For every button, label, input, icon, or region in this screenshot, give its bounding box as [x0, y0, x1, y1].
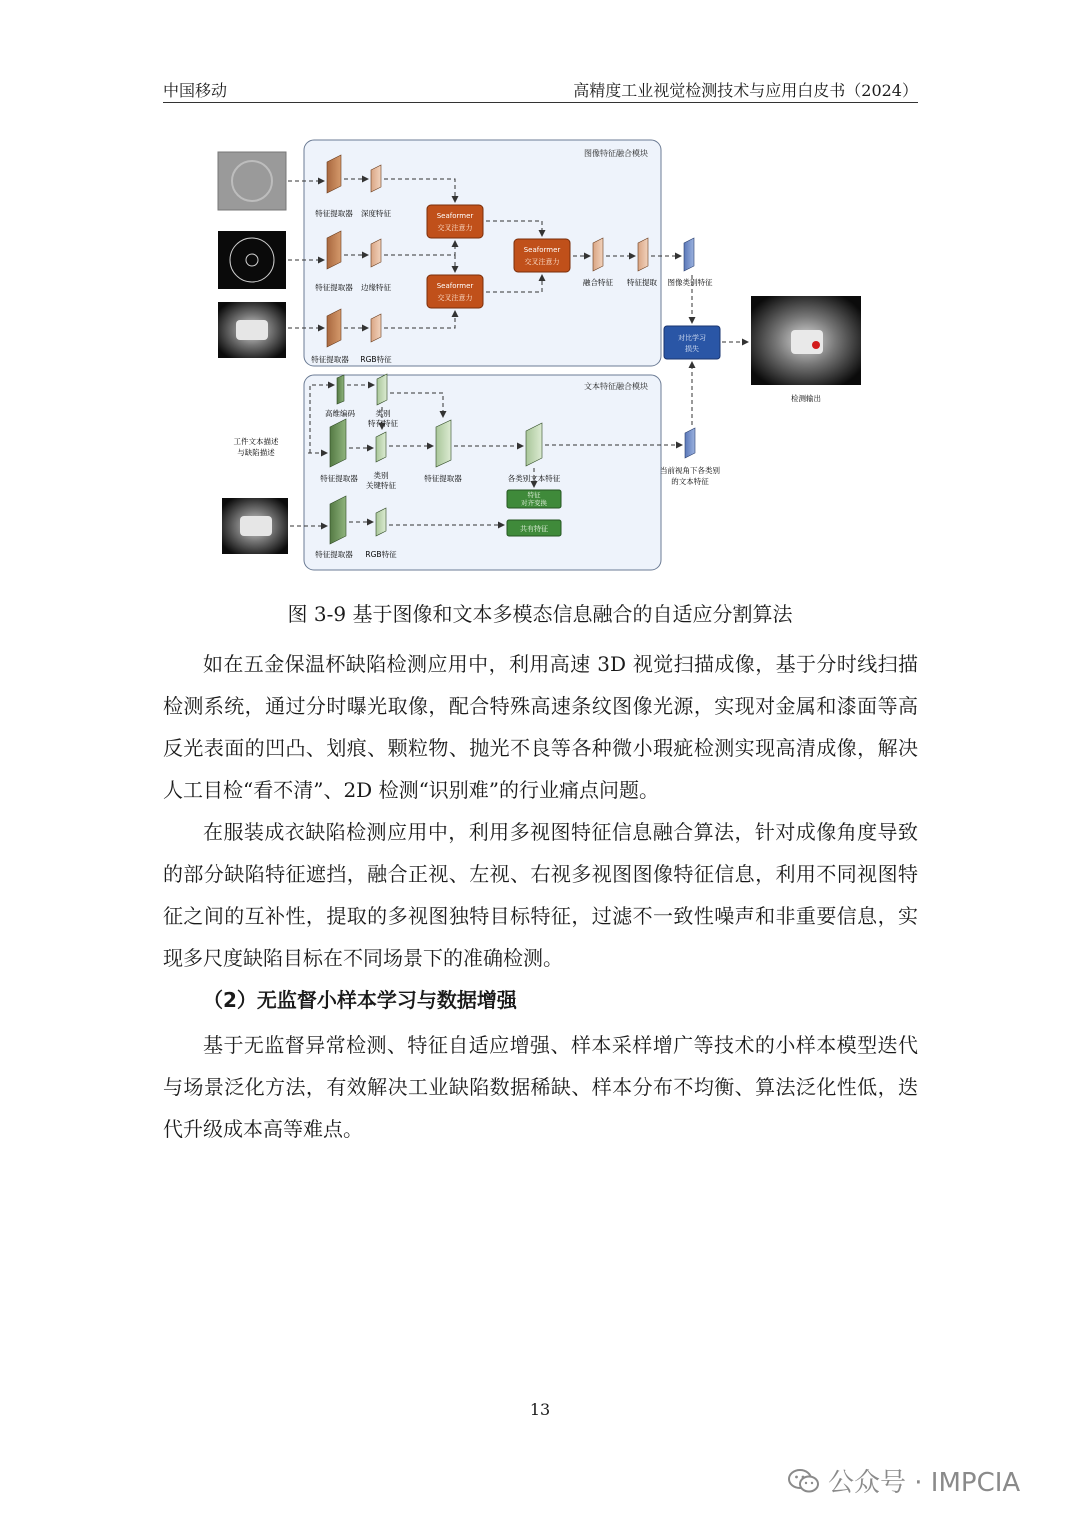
class-specific-block — [377, 374, 387, 405]
depth-feature-block — [371, 165, 381, 192]
label-feat-extractor-1: 特征提取器 — [315, 209, 353, 218]
label-class-specific-1: 类别 — [375, 409, 391, 418]
page-header — [163, 76, 918, 103]
paragraph-2: 在服装成衣缺陷检测应用中，利用多视图特征信息融合算法，针对成像角度导致的部分缺陷特征遮挡，融合正视、左视、右视多视图图像特征信息，利用不同视图特征之间的互补性，提取的多视图独特目标特征，过滤不一致性噪声和非重要信息，实现多尺度缺陷目标在不同场景下的准确检测。 — [163, 820, 918, 970]
section-heading: （2）无监督小样本学习与数据增强 — [203, 988, 517, 1012]
label-feature-extract: 特征提取 — [627, 278, 657, 287]
contrastive-loss-box — [664, 326, 720, 359]
label-text-input-2: 与缺陷描述 — [237, 448, 275, 457]
text-fusion-panel — [304, 375, 661, 570]
label-depth-feature: 深度特征 — [361, 209, 391, 218]
label-feat-extractor-3: 特征提取器 — [311, 355, 349, 364]
label-high-dim-encoding: 高维编码 — [325, 409, 355, 418]
seaformer-sub-3: 交叉注意力 — [524, 258, 560, 266]
label-edge-feature: 边缘特征 — [361, 283, 391, 292]
figure-caption: 图 3-9 基于图像和文本多模态信息融合的自适应分割算法 — [287, 602, 793, 626]
seaformer-title-2: Seaformer — [436, 282, 474, 290]
seaformer-box-1 — [427, 205, 483, 238]
feature-extractor-block-2 — [327, 231, 341, 269]
edge-feature-block — [371, 239, 381, 267]
label-rgb-feature: RGB特征 — [360, 355, 392, 364]
label-current-view-2: 的文本特征 — [671, 477, 709, 486]
seaformer-sub-1: 交叉注意力 — [437, 224, 473, 232]
paragraph-3: 基于无监督异常检测、特征自适应增强、样本采样增广等技术的小样本模型迭代与场景泛化方法，有效解决工业缺陷数据稀缺、样本分布不均衡、算法泛化性低，迭代升级成本高等难点。 — [163, 1033, 918, 1141]
contrastive-line2: 损失 — [685, 345, 699, 353]
label-current-view-1: 当前视角下各类别 — [660, 466, 720, 475]
paragraph-1: 如在五金保温杯缺陷检测应用中，利用高速 3D 视觉扫描成像，基于分时线扫描检测系统，通过分时曝光取像，配合特殊高速条纹图像光源，实现对金属和漆面等高反光表面的凹凸、划痕、颗粒物、抛光不良等各种微小瑕疵检测实现高清成像，解决人工目检“看不清”、2D 检测“识别难”的行业痛点问题。 — [163, 652, 918, 802]
text-feature-extractor-block-2 — [436, 420, 451, 467]
label-text-feat-extractor-2: 特征提取器 — [424, 474, 462, 483]
image-module-title: 图像特征融合模块 — [584, 149, 648, 158]
label-class-text-feature: 各类别文本特征 — [507, 474, 561, 483]
feature-extractor-block-1 — [327, 155, 341, 193]
label-text-input-1: 工件文本描述 — [233, 437, 279, 446]
seaformer-box-3 — [514, 239, 570, 272]
current-view-text-feature-block — [685, 428, 695, 458]
edge-input-image — [218, 231, 286, 289]
label-common-feature: 共有特征 — [520, 525, 548, 533]
label-class-specific-2: 特有特征 — [368, 419, 398, 428]
label-text-feat-extractor: 特征提取器 — [320, 474, 358, 483]
image-class-feature-block — [684, 238, 694, 271]
seaformer-sub-2: 交叉注意力 — [437, 294, 473, 302]
label-class-key-1: 类别 — [373, 471, 389, 480]
label-text-rgb-feature: RGB特征 — [365, 550, 397, 559]
figure-diagram — [210, 135, 870, 575]
label-feat-extractor-2: 特征提取器 — [315, 283, 353, 292]
wechat-icon — [788, 1468, 820, 1494]
label-image-class-feature: 图像类别特征 — [667, 278, 713, 287]
header-right: 高精度工业视觉检测技术与应用白皮书（2024） — [573, 81, 918, 100]
header-left: 中国移动 — [163, 81, 228, 100]
text-module-title: 文本特征融合模块 — [584, 382, 648, 391]
rgb-feature-block — [371, 314, 381, 342]
contrastive-line1: 对比学习 — [678, 334, 706, 342]
seaformer-title-1: Seaformer — [436, 212, 474, 220]
label-class-key-2: 关键特征 — [366, 481, 396, 490]
text-feature-extractor-block — [330, 419, 346, 467]
watermark — [788, 1462, 1020, 1499]
image-fusion-panel — [304, 140, 661, 366]
text-rgb-feature-block — [376, 508, 386, 536]
label-text-rgb-extractor: 特征提取器 — [315, 550, 353, 559]
label-detection-output: 检测输出 — [791, 394, 821, 403]
feature-extractor-block-3 — [327, 309, 341, 347]
label-fusion-feature: 融合特征 — [583, 278, 613, 287]
seaformer-title-3: Seaformer — [523, 246, 561, 254]
page-number: 13 — [529, 1400, 551, 1419]
watermark-text: 公众号 · IMPCIA — [828, 1468, 1021, 1498]
fusion-feature-block — [593, 238, 603, 271]
label-feature-align-2: 对齐变换 — [521, 499, 547, 507]
high-dim-encoding-block — [337, 375, 344, 404]
feature-extract-block — [638, 238, 648, 271]
seaformer-box-2 — [427, 275, 483, 308]
text-rgb-extractor-block — [330, 496, 346, 544]
label-feature-align-1: 特征 — [527, 491, 541, 499]
class-key-feature-block — [376, 432, 386, 462]
